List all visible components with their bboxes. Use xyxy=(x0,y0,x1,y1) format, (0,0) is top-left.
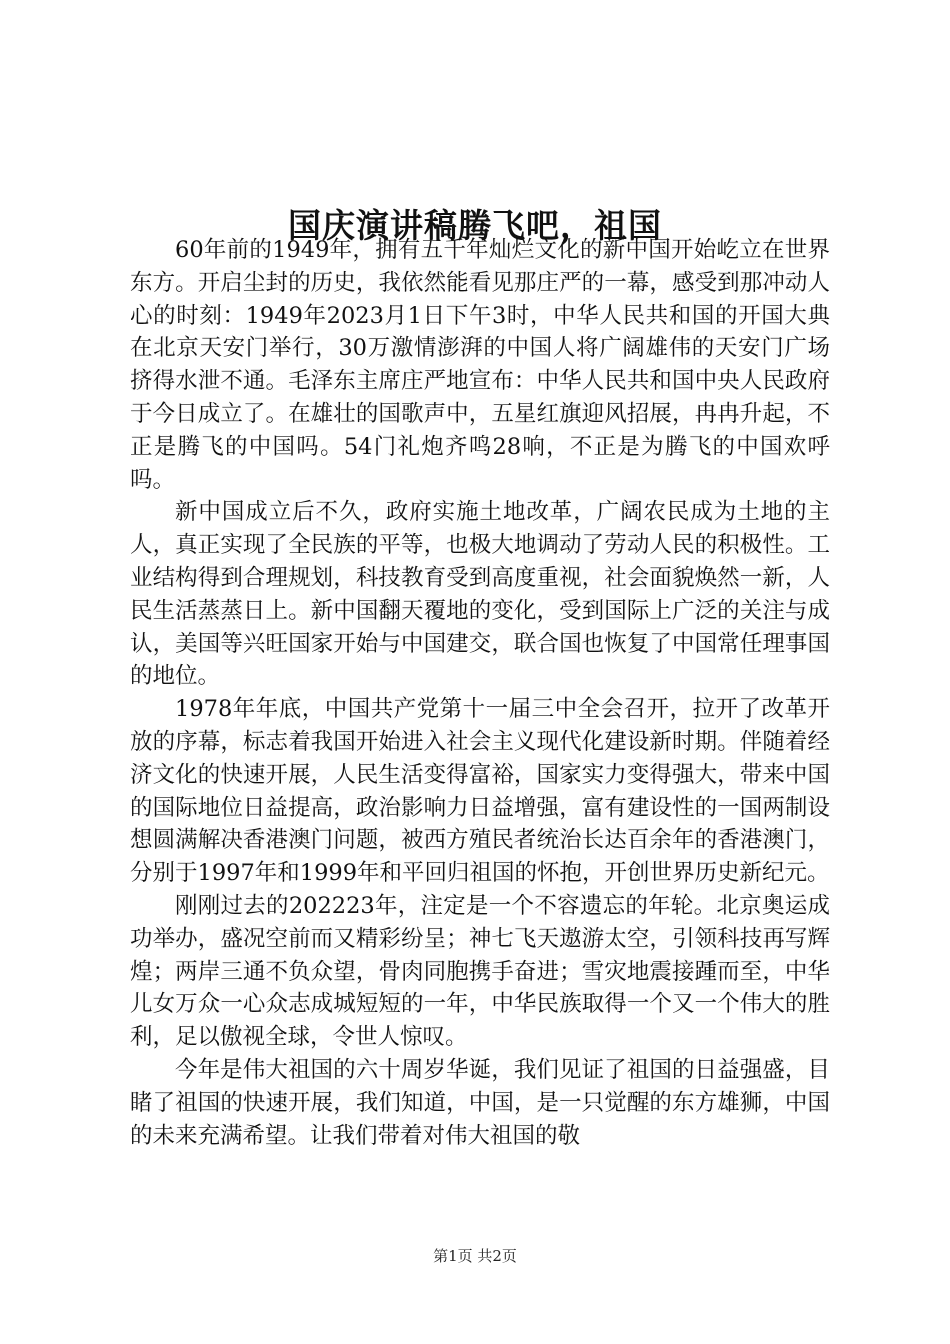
paragraph-3: 1978年年底，中国共产党第十一届三中全会召开，拉开了改革开放的序幕，标志着我国开始进入社会主义现代化建设新时期。伴随着经济文化的快速开展，人民生活变得富裕，国家实力变得强大，带来中国的国际地位日益提高，政治影响力日益增强，富有建设性的一国两制设想圆满解决香港澳门问题，被西方殖民者统治长达百余年的香港澳门，分别于1997年和1999年和平回归祖国的怀抱，开创世界历史新纪元。 xyxy=(130,696,830,887)
paragraph-4: 刚刚过去的202223年，注定是一个不容遗忘的年轮。北京奥运成功举办，盛况空前而又精彩纷呈；神七飞天遨游太空，引领科技再写辉煌；两岸三通不负众望，骨肉同胞携手奋进；雪灾地震接踵而至，中华儿女万众一心众志成城短短的一年，中华民族取得一个又一个伟大的胜利，足以傲视全球，令世人惊叹。 xyxy=(130,892,830,1051)
document-title: 国庆演讲稿腾飞吧，祖国 xyxy=(288,206,662,246)
document-body xyxy=(130,234,830,1152)
paragraph-5: 今年是伟大祖国的六十周岁华诞，我们见证了祖国的日益强盛，目睹了祖国的快速开展，我们知道，中国，是一只觉醒的东方雄狮，中国的未来充满希望。让我们带着对伟大祖国的敬 xyxy=(130,1056,830,1149)
page-number-footer: 第1页 共2页 xyxy=(433,1247,517,1265)
paragraph-1: 60年前的1949年，拥有五千年灿烂文化的新中国开始屹立在世界东方。开启尘封的历史，我依然能看见那庄严的一幕，感受到那冲动人心的时刻：1949年2023月1日下午3时，中华人民共和国的开国大典在北京天安门举行，30万激情澎湃的中国人将广阔雄伟的天安门广场挤得水泄不通。毛泽东主席庄严地宣布：中华人民共和国中央人民政府于今日成立了。在雄壮的国歌声中，五星红旗迎风招展，冉冉升起，不正是腾飞的中国吗。54门礼炮齐鸣28响，不正是为腾飞的中国欢呼吗。 xyxy=(130,237,830,493)
paragraph-2: 新中国成立后不久，政府实施土地改革，广阔农民成为土地的主人，真正实现了全民族的平等，也极大地调动了劳动人民的积极性。工业结构得到合理规划，科技教育受到高度重视，社会面貌焕然一新，人民生活蒸蒸日上。新中国翻天覆地的变化，受到国际上广泛的关注与成认，美国等兴旺国家开始与中国建交，联合国也恢复了中国常任理事国的地位。 xyxy=(130,499,830,690)
